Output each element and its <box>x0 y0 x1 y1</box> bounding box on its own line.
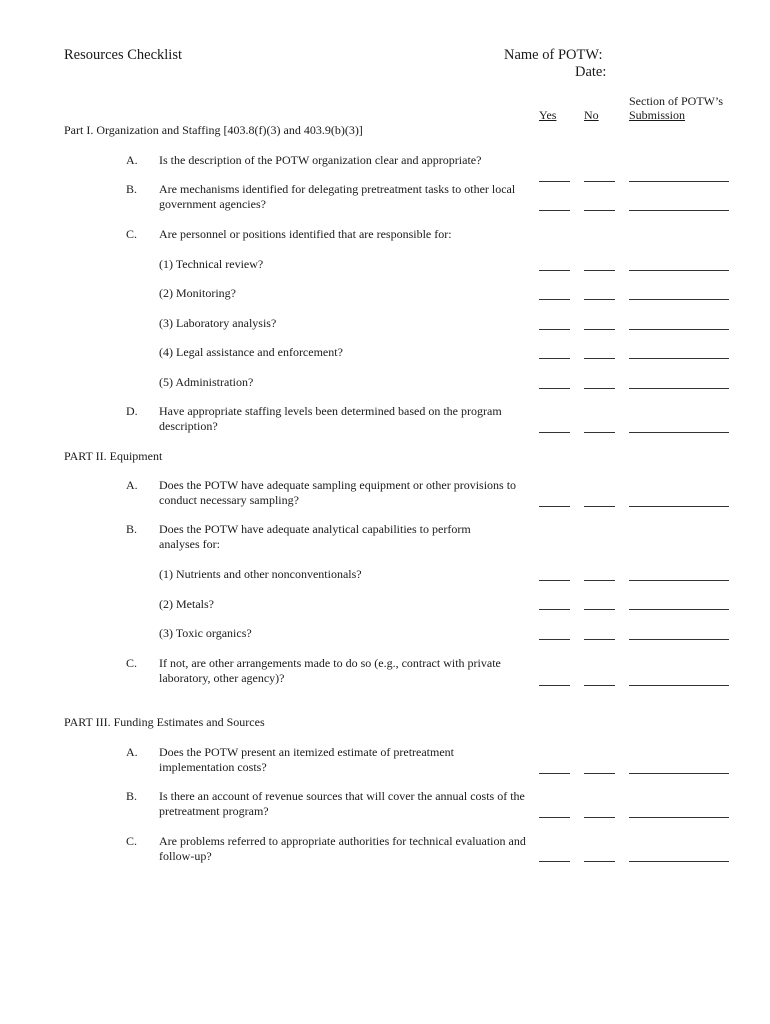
yes-answer-blank[interactable] <box>539 432 570 433</box>
section-reference-blank[interactable] <box>629 506 729 507</box>
section-reference-blank[interactable] <box>629 580 729 581</box>
question-text: Are personnel or positions identified that are responsible for: <box>159 227 452 241</box>
section-reference-blank[interactable] <box>629 685 729 686</box>
no-column-header: No <box>584 108 599 122</box>
yes-answer-blank[interactable] <box>539 210 570 211</box>
question-text: Are problems referred to appropriate authorities for technical evaluation and follow-up? <box>159 834 526 863</box>
no-answer-blank[interactable] <box>584 210 615 211</box>
no-answer-blank[interactable] <box>584 270 615 271</box>
question-text: Are mechanisms identified for delegating pretreatment tasks to other local government agencies? <box>159 182 516 211</box>
sub-question-text: (2) Monitoring? <box>159 286 236 300</box>
section-reference-blank[interactable] <box>629 432 729 433</box>
section-column-header-line1: Section of POTW’s <box>629 94 723 108</box>
document-title: Resources Checklist <box>64 47 182 63</box>
section-reference-blank[interactable] <box>629 270 729 271</box>
yes-answer-blank[interactable] <box>539 358 570 359</box>
yes-column-header: Yes <box>539 108 557 122</box>
no-answer-blank[interactable] <box>584 358 615 359</box>
no-answer-blank[interactable] <box>584 580 615 581</box>
yes-answer-blank[interactable] <box>539 773 570 774</box>
item-letter: C. <box>126 227 138 241</box>
yes-answer-blank[interactable] <box>539 639 570 640</box>
date-label: Date: <box>575 64 607 80</box>
question-text: Does the POTW have adequate sampling equipment or other provisions to conduct necessary sampling? <box>159 478 517 507</box>
yes-answer-blank[interactable] <box>539 580 570 581</box>
question-text: Does the POTW have adequate analytical capabilities to perform analyses for: <box>159 522 471 551</box>
part-1-title: Part I. Organization and Staffing [403.8(f)(3) and 403.9(b)(3)] <box>64 123 363 137</box>
item-letter: B. <box>126 182 138 196</box>
yes-answer-blank[interactable] <box>539 299 570 300</box>
section-reference-blank[interactable] <box>629 299 729 300</box>
section-reference-blank[interactable] <box>629 773 729 774</box>
no-answer-blank[interactable] <box>584 181 615 182</box>
section-reference-blank[interactable] <box>629 388 729 389</box>
no-answer-blank[interactable] <box>584 432 615 433</box>
no-answer-blank[interactable] <box>584 639 615 640</box>
yes-answer-blank[interactable] <box>539 388 570 389</box>
no-answer-blank[interactable] <box>584 329 615 330</box>
section-column-header-line2: Submission <box>629 108 686 122</box>
question-text: Is there an account of revenue sources that will cover the annual costs of the pretreatment program? <box>159 789 525 818</box>
sub-question-text: (1) Technical review? <box>159 257 264 271</box>
section-reference-blank[interactable] <box>629 609 729 610</box>
no-answer-blank[interactable] <box>584 609 615 610</box>
no-answer-blank[interactable] <box>584 861 615 862</box>
name-of-potw-label: Name of POTW: <box>504 47 603 63</box>
section-reference-blank[interactable] <box>629 329 729 330</box>
item-letter: C. <box>126 834 138 848</box>
no-answer-blank[interactable] <box>584 817 615 818</box>
no-answer-blank[interactable] <box>584 506 615 507</box>
section-reference-blank[interactable] <box>629 181 729 182</box>
sub-question-text: (1) Nutrients and other nonconventionals? <box>159 567 362 581</box>
item-letter: A. <box>126 745 138 759</box>
sub-question-text: (5) Administration? <box>159 375 254 389</box>
no-answer-blank[interactable] <box>584 299 615 300</box>
item-letter: A. <box>126 153 138 167</box>
question-text: Does the POTW present an itemized estimate of pretreatment implementation costs? <box>159 745 455 774</box>
question-text: Is the description of the POTW organization clear and appropriate? <box>159 153 482 167</box>
section-reference-blank[interactable] <box>629 358 729 359</box>
yes-answer-blank[interactable] <box>539 329 570 330</box>
question-text: Have appropriate staffing levels been determined based on the program description? <box>159 404 502 433</box>
yes-answer-blank[interactable] <box>539 861 570 862</box>
sub-question-text: (3) Laboratory analysis? <box>159 316 277 330</box>
question-text: If not, are other arrangements made to do so (e.g., contract with private laboratory, other agency)? <box>159 656 501 685</box>
no-answer-blank[interactable] <box>584 685 615 686</box>
section-reference-blank[interactable] <box>629 861 729 862</box>
sub-question-text: (4) Legal assistance and enforcement? <box>159 345 343 359</box>
section-reference-blank[interactable] <box>629 817 729 818</box>
yes-answer-blank[interactable] <box>539 270 570 271</box>
item-letter: B. <box>126 522 138 536</box>
item-letter: A. <box>126 478 138 492</box>
yes-answer-blank[interactable] <box>539 609 570 610</box>
yes-answer-blank[interactable] <box>539 181 570 182</box>
section-reference-blank[interactable] <box>629 639 729 640</box>
part-3-title: PART III. Funding Estimates and Sources <box>64 715 265 729</box>
yes-answer-blank[interactable] <box>539 817 570 818</box>
sub-question-text: (3) Toxic organics? <box>159 626 252 640</box>
yes-answer-blank[interactable] <box>539 506 570 507</box>
no-answer-blank[interactable] <box>584 773 615 774</box>
section-reference-blank[interactable] <box>629 210 729 211</box>
part-2-title: PART II. Equipment <box>64 449 163 463</box>
yes-answer-blank[interactable] <box>539 685 570 686</box>
item-letter: D. <box>126 404 138 418</box>
item-letter: C. <box>126 656 138 670</box>
no-answer-blank[interactable] <box>584 388 615 389</box>
sub-question-text: (2) Metals? <box>159 597 214 611</box>
item-letter: B. <box>126 789 138 803</box>
